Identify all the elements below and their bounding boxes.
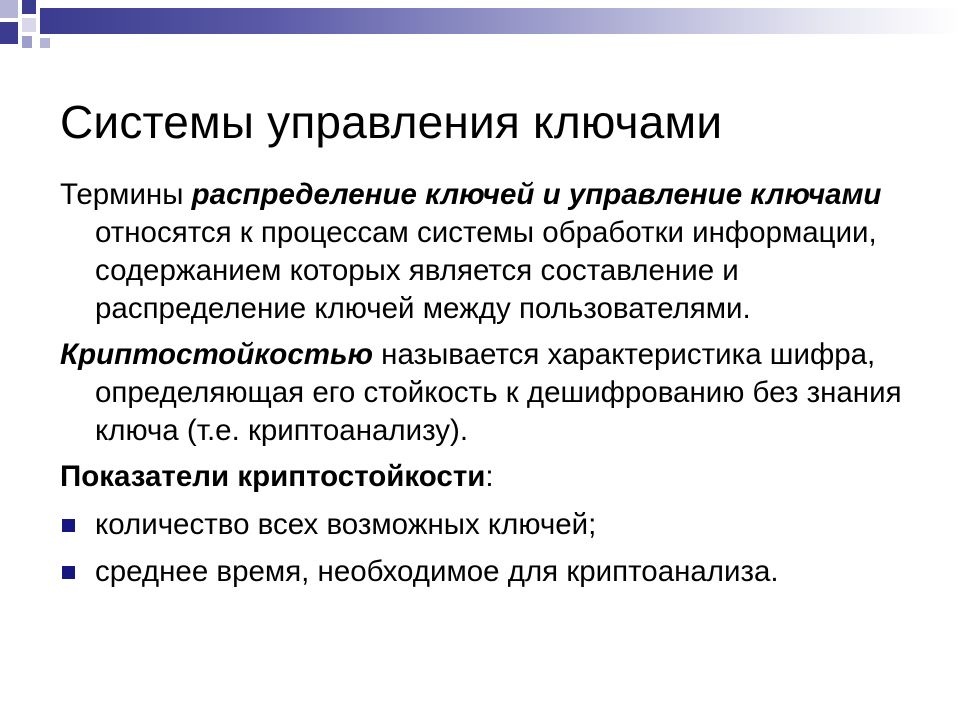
paragraph-crypto-strength xyxy=(60,336,920,450)
decor-square xyxy=(0,22,18,44)
indicators-heading-colon: : xyxy=(485,460,494,493)
header-gradient-bar xyxy=(40,8,960,34)
paragraph-lead: Термины xyxy=(60,178,192,211)
paragraph-text: называется характеристика шифра, определяющая его стойкость к дешифрованию без знания ключа (т.е. криптоанализу). xyxy=(95,338,902,447)
list-item xyxy=(60,553,920,591)
decor-square xyxy=(0,0,18,18)
square-bullet-icon xyxy=(62,566,75,579)
decor-square xyxy=(40,38,50,48)
indicators-heading-text: Показатели криптостойкости xyxy=(60,460,486,493)
square-bullet-icon xyxy=(62,519,75,532)
term-crypto-strength: Криптостойкостью xyxy=(60,338,373,371)
paragraph-text: относятся к процессам системы обработки информации, содержанием которых является составление и распределение ключей между пользователями. xyxy=(95,216,877,325)
list-item-text: среднее время, необходимое для криптоанализа. xyxy=(95,555,779,588)
list-item xyxy=(60,506,920,544)
decor-square xyxy=(22,0,36,14)
list-item-text: количество всех возможных ключей; xyxy=(95,508,597,541)
term-key-distribution: распределение ключей и управление ключами xyxy=(191,178,882,211)
header-decoration xyxy=(0,0,960,60)
paragraph-key-management xyxy=(60,176,920,328)
decor-square xyxy=(22,18,36,32)
decor-square xyxy=(22,36,32,48)
slide-body xyxy=(60,176,920,600)
slide-title: Системы управления ключами xyxy=(60,96,723,148)
indicators-heading xyxy=(60,458,920,496)
